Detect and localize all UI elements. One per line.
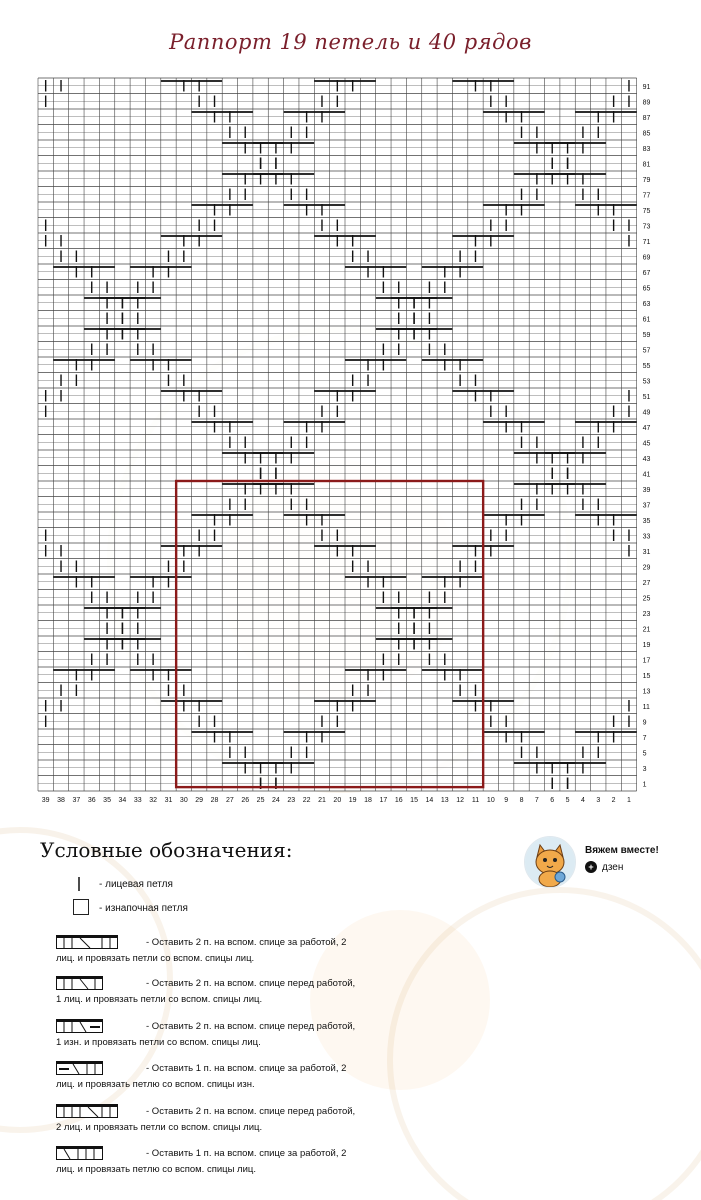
row-number-label: 77 <box>642 192 651 200</box>
row-number-label: 91 <box>642 83 651 91</box>
row-number-label: 87 <box>642 114 651 122</box>
row-number-label: 1 <box>642 781 647 789</box>
row-number-label: 89 <box>642 99 651 107</box>
column-number-label: 8 <box>519 797 524 804</box>
row-number-label: 73 <box>642 223 651 231</box>
column-number-label: 24 <box>272 797 280 804</box>
row-number-label: 15 <box>642 672 651 680</box>
column-number-label: 20 <box>333 797 342 804</box>
row-number-label: 35 <box>642 517 651 525</box>
brand-name: Вяжем вместе! <box>585 845 659 856</box>
column-number-label: 31 <box>164 797 173 804</box>
purl-stitch-label: - изнапочная петля <box>99 903 188 914</box>
knit-stitch-icon <box>74 876 84 892</box>
column-number-label: 28 <box>210 797 219 804</box>
row-number-label: 61 <box>642 316 651 324</box>
row-number-label: 25 <box>642 595 651 603</box>
row-number-label: 83 <box>642 145 651 153</box>
column-number-label: 4 <box>580 797 585 804</box>
cable-description-6: - Оставить 1 п. на вспом. спице за работой, 2 лиц. и провязать петлю со вспом. спицы лиц. <box>56 1148 347 1175</box>
row-number-label: 27 <box>642 579 651 587</box>
column-number-label: 16 <box>394 797 403 804</box>
row-number-label: 63 <box>642 300 651 308</box>
row-number-label: 57 <box>642 347 651 355</box>
column-number-label: 18 <box>364 797 372 804</box>
cable-description-5: - Оставить 2 п. на вспом. спице перед работой, 2 лиц. и провязать петли со вспом. спицы лиц. <box>56 1106 356 1133</box>
chart-title: Раппорт 19 петель и 40 рядов <box>169 30 532 54</box>
column-number-label: 37 <box>72 797 81 804</box>
column-number-label: 11 <box>471 797 480 804</box>
row-number-label: 49 <box>642 409 651 417</box>
column-number-label: 32 <box>149 797 158 804</box>
cable-description-4: - Оставить 1 п. на вспом. спице за работой, 2 лиц. и провязать петлю со вспом. спицы изн. <box>56 1063 347 1090</box>
legend-heading: Условные обозначения: <box>40 838 293 862</box>
column-number-label: 15 <box>410 797 418 804</box>
column-number-label: 33 <box>133 797 142 804</box>
row-number-label: 67 <box>642 269 651 277</box>
row-number-label: 7 <box>642 734 647 742</box>
row-number-label: 29 <box>642 564 651 572</box>
column-number-label: 36 <box>87 797 96 804</box>
row-number-label: 79 <box>642 176 651 184</box>
column-number-label: 23 <box>287 797 296 804</box>
row-number-label: 85 <box>642 130 651 138</box>
column-number-label: 39 <box>41 797 50 804</box>
row-number-label: 71 <box>642 238 651 246</box>
brand-badge[interactable] <box>524 836 694 888</box>
brand-platform: дзен <box>602 862 624 873</box>
row-number-label: 23 <box>642 610 651 618</box>
row-number-label: 5 <box>642 750 647 758</box>
column-number-label: 22 <box>302 797 311 804</box>
row-number-label: 41 <box>642 471 651 479</box>
row-number-label: 45 <box>642 440 651 448</box>
column-number-label: 30 <box>179 797 188 804</box>
column-number-label: 19 <box>348 797 357 804</box>
row-number-label: 13 <box>642 688 651 696</box>
row-number-label: 47 <box>642 424 651 432</box>
row-number-label: 17 <box>642 657 651 665</box>
row-number-label: 59 <box>642 331 651 339</box>
knit-stitch-label: - лицевая петля <box>99 879 173 890</box>
row-number-label: 51 <box>642 393 651 401</box>
column-number-label: 25 <box>256 797 265 804</box>
row-number-label: 65 <box>642 285 651 293</box>
column-number-label: 2 <box>611 797 616 804</box>
column-number-label: 7 <box>534 797 539 804</box>
row-number-label: 31 <box>642 548 651 556</box>
column-number-label: 13 <box>440 797 449 804</box>
column-number-label: 9 <box>504 797 509 804</box>
dzen-icon: + <box>585 861 597 873</box>
row-number-label: 11 <box>642 703 650 711</box>
row-number-label: 9 <box>642 719 647 727</box>
column-number-label: 1 <box>627 797 631 804</box>
row-number-label: 69 <box>642 254 651 262</box>
row-number-label: 53 <box>642 378 651 386</box>
row-number-label: 33 <box>642 533 651 541</box>
row-number-label: 39 <box>642 486 651 494</box>
column-number-label: 6 <box>550 797 555 804</box>
column-number-label: 10 <box>486 797 495 804</box>
column-number-label: 14 <box>425 797 434 804</box>
column-number-label: 12 <box>456 797 465 804</box>
row-number-label: 21 <box>642 626 651 634</box>
column-number-label: 21 <box>318 797 326 804</box>
column-number-label: 35 <box>103 797 111 804</box>
column-number-label: 26 <box>241 797 250 804</box>
cable-description-2: - Оставить 2 п. на вспом. спице перед работой, 1 лиц. и провязать петли со вспом. спицы лиц. <box>56 978 356 1005</box>
row-number-label: 19 <box>642 641 651 649</box>
row-number-label: 3 <box>642 765 647 773</box>
column-number-label: 17 <box>379 797 388 804</box>
column-number-label: 3 <box>596 797 601 804</box>
column-number-label: 29 <box>195 797 204 804</box>
row-number-label: 43 <box>642 455 651 463</box>
column-number-label: 38 <box>57 797 65 804</box>
cable-description-1: - Оставить 2 п. на вспом. спице за работой, 2 лиц. и провязать петли со вспом. спицы лиц. <box>56 937 347 964</box>
column-number-label: 34 <box>118 797 127 804</box>
purl-stitch-icon <box>73 899 89 915</box>
cat-logo-icon <box>524 836 576 888</box>
row-number-label: 75 <box>642 207 651 215</box>
row-number-label: 55 <box>642 362 651 370</box>
row-number-label: 37 <box>642 502 651 510</box>
cable-description-3: - Оставить 2 п. на вспом. спице перед работой, 1 изн. и провязать петли со вспом. спицы лиц. <box>56 1021 356 1048</box>
column-number-label: 27 <box>225 797 234 804</box>
row-number-label: 81 <box>642 161 651 169</box>
column-number-label: 5 <box>565 797 570 804</box>
